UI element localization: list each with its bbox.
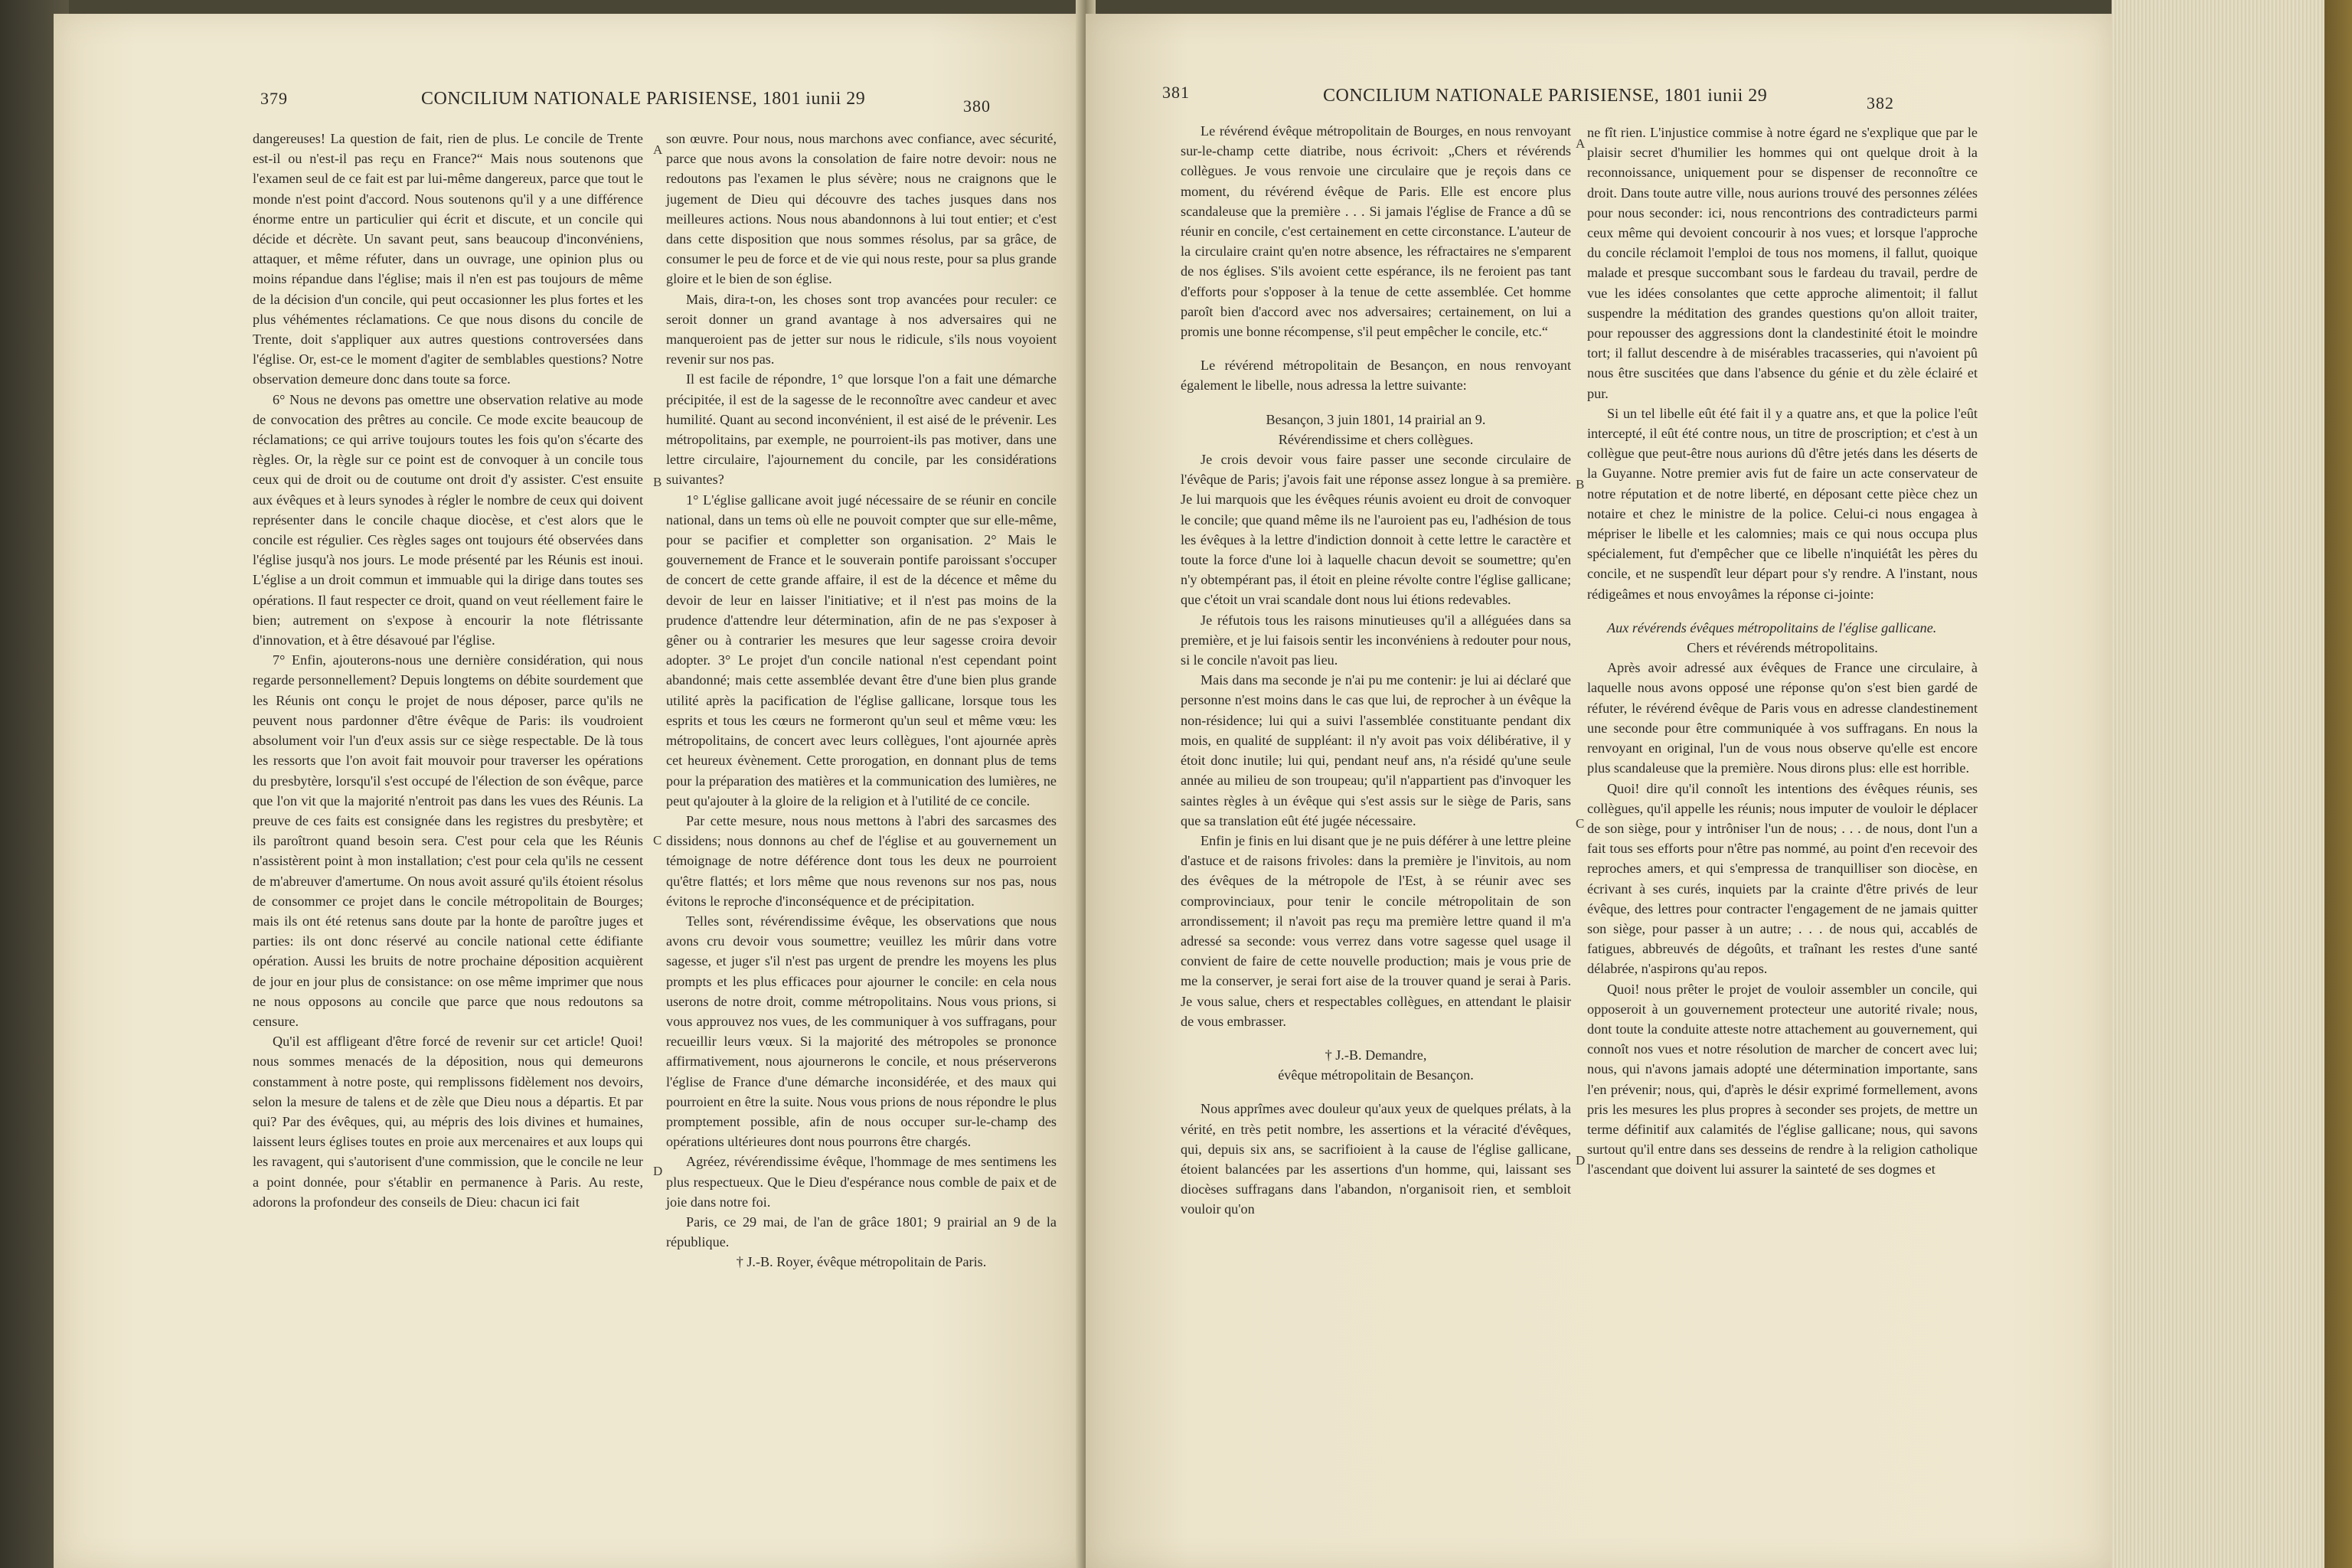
book-cover [2324, 0, 2352, 1568]
page-block-edge [2112, 0, 2352, 1568]
margin-marker: B [1576, 477, 1585, 492]
text-column [1181, 121, 1571, 1545]
paragraph: Quoi! dire qu'il connoît les intentions des évêques réunis, ses collègues, qu'il appelle les réunis; nous imputer de vouloir le déplacer de son siège, pour y intrôniser l'un de nous; . . . de nous, dont l'un a fait tous ses efforts pour n'être pas nommé, au point d'en recevoir des reproches amers, et qui s'empressa de tranquilliser son diocèse, en écrivant à ses curés, inquiets par la crainte d'être privés de leur évêque, des lettres pour contracter l'engagement de ne jamais quitter son siège, pour passer à un autre; . . . de nous qui, accablés de fatigues, abbreuvés de dégoûts, et traînant les restes d'une santé délabrée, n'aspirons qu'au repos. [1587, 780, 1978, 977]
paragraph: † J.-B. Royer, évêque métropolitain de Paris. [736, 1254, 987, 1270]
paragraph: Chers et révérends métropolitains. [1687, 640, 1878, 656]
paragraph: Il est facile de répondre, 1° que lorsque l'on a fait une démarche précipitée, il est de la sagesse de le reconnoître avec candeur et avec humilité. Quant au second inconvénient, il est aisé de le prévenir. Les métropolitains, par exemple, ne pourroient-ils pas motiver, dans une lettre circulaire, l'ajournement du concile, par les considérations suivantes? [666, 371, 1057, 488]
left-page [54, 14, 1083, 1568]
paragraph: Le révérend métropolitain de Besançon, en nous renvoyant également le libelle, nous adressa la lettre suivante: [1181, 358, 1571, 394]
text-column [666, 129, 1057, 1553]
page-number: 380 [963, 96, 991, 116]
paragraph: † J.-B. Demandre, [1325, 1047, 1427, 1063]
paragraph: Mais dans ma seconde je n'ai pu me contenir: je lui ai déclaré que personne n'est moins dans le cas que lui, de reprocher à un évêque la non-résidence; lui qui a suivi l'assemblée constituante pendant dix mois, en qualité de suppléant: il n'y avoit pas voix délibérative, il y étoit donc inutile; lui qui, pendant neuf ans, n'a résidé qu'une seule année au milieu de son troupeau; qu'il n'appartient pas d'invoquer les saintes règles à un évêque qui s'est assis sur le siège de Paris, sans que sa translation eût été jugée nécessaire. [1181, 672, 1571, 828]
paragraph: Paris, ce 29 mai, de l'an de grâce 1801; 9 prairial an 9 de la république. [666, 1214, 1057, 1250]
running-title: CONCILIUM NATIONALE PARISIENSE, 1801 iunii 29 [1323, 86, 1768, 106]
paragraph: Révérendissime et chers collègues. [1278, 431, 1474, 447]
page-number: 382 [1867, 93, 1894, 113]
paragraph: 1° L'église gallicane avoit jugé nécessaire de se réunir en concile national, dans un tems où elle ne pouvoit compter que sur elle-même, pour se pacifier et completter son organisation. 2° Mais le gouvernement de France et le souverain pontife paroissant s'occuper de concert de cette grande affaire, il est de la décence et même du devoir de leur en laisser l'initiative; et il n'est pas moins de la prudence d'attendre leur détermination, afin de ne pas s'exposer à gêner ou à contrarier les mesures que leur sagesse croira devoir adopter. 3° Le projet d'un concile national n'est cependant point abandonné; mais cette assemblée devant être d'une bien plus grande utilité après la pacification de l'église gallicane, lorsque tous les esprits et tous les cœurs ne formeront qu'un seul et même vœu: les métropolitains, de concert avec leurs collègues, l'ont ajournée après cet heureux évènement. Cette prorogation, en donnant plus de tems pour la préparation des matières et la communication des lumières, ne peut qu'ajouter à la gloire de la religion et à l'utilité de ce concile. [666, 492, 1057, 808]
paragraph: Agréez, révérendissime évêque, l'hommage de mes sentimens les plus respectueux. Que le Dieu d'espérance nous comble de paix et de joie dans notre foi. [666, 1154, 1057, 1210]
paragraph: Quoi! nous prêter le projet de vouloir assembler un concile, qui opposeroit à un gouvernement protecteur une autorité rivale; nous, dont toute la conduite atteste notre attachement au gouvernement, qui connoît nos vues et notre résolution de marcher de concert avec lui; nous, qui n'avons jamais adopté une détermination importante, sans l'en prévenir; nous, qui, d'après le désir exprimé formellement, avons pris les mesures les plus propres à seconder ses projets, de mettre un terme définitif aux calamités de l'église gallicane; nous, qui savons surtout qu'il entre dans ses desseins de rendre à la religion catholique l'ascendant que doivent lui assurer la sainteté de ses dogmes et [1587, 981, 1978, 1178]
paragraph: Je crois devoir vous faire passer une seconde circulaire de l'évêque de Paris; j'avois fait une réponse assez longue à sa première. Je lui marquois que les évêques réunis avoient eu droit de convoquer le concile; que quand même ils ne l'auroient pas eu, l'adhésion de tous les évêques à la lettre d'indiction donnoit à cette lettre le caractère et toute la force d'une loi à laquelle chacun devoit se soumettre; qu'en n'y obtempérant pas, il étoit en pleine révolte contre l'église gallicane; que c'étoit un vrai scandale dont nous lui étions redevables. [1181, 452, 1571, 608]
paragraph: ne fît rien. L'injustice commise à notre égard ne s'explique que par le plaisir secret d'humilier les hommes qui ont quelque droit à la reconnoissance, uniquement pour se dispenser de reconnoître ce droit. Dans toute autre ville, nous aurions trouvé des personnes zélées pour nous seconder: ici, nous rencontrions des contradicteurs parmi ceux même qui devoient concourir à nos vues; et lorsque l'approche du concile réclamoit l'emploi de tous nos momens, il fallut, quoique malade et presque succombant sous le fardeau du travail, perdre de vue les idées consolantes que cette approche alimentoit; il fallut suspendre la méditation des grandes questions qu'on alloit traiter, pour repousser des aggressions dont la clandestinité étoit le moindre tort; il fallut descendre à de misérables tracasseries, qui n'avoient pû nous être suscitées que dans l'absence du génie et du zèle éclairé et pur. [1587, 125, 1978, 401]
paragraph: Mais, dira-t-on, les choses sont trop avancées pour reculer: ce seroit donner un grand avantage à nos adversaires qui ne manqueroient pas de jetter sur nous le ridicule, s'ils nous voyoient revenir sur nos pas. [666, 291, 1057, 368]
paragraph: Nous apprîmes avec douleur qu'aux yeux de quelques prélats, à la vérité, en très petit nombre, les assertions et la véracité d'évêques, qui, depuis six ans, se sacrifioient à la cause de l'église gallicane, étoient balancées par les assertions d'un homme, qui, laissant ses diocèses suffragans dans l'abandon, n'organisoit rien, et sembloit vouloir qu'on [1181, 1101, 1571, 1217]
paragraph: évêque métropolitain de Besançon. [1278, 1067, 1474, 1083]
paragraph: 6° Nous ne devons pas omettre une observation relative au mode de convocation des prêtres au concile. Ce mode excite beaucoup de réclamations; ce qui arrive toujours toutes les fois qu'on s'écarte des règles. Or, la règle sur ce point est de convoquer à un concile tous ceux qui de droit ou de coutume ont droit d'y assister. C'est ensuite aux évêques et à leurs synodes à régler le nombre de ceux qui doivent représenter dans le concile chaque diocèse, et c'est alors que le concile est régulier. Ces règles sages ont toujours été observées dans l'église jusqu'à nos jours. Le mode présenté par les Réunis est inoui. L'église a un droit commun et immuable qui la dirige dans toutes ses opérations. Il faut respecter ce droit, quand on veut réellement faire le bien; autrement on s'expose à encourir la note flétrissante d'innovation, et à être désavoué par l'église. [253, 391, 643, 648]
paragraph: son œuvre. Pour nous, nous marchons avec confiance, avec sécurité, parce que nous avons la consolation de faire notre devoir: nous ne redoutons pas l'examen le plus sévère; nous ne craignons que le jugement de Dieu qui découvre des taches jusques dans nos meilleures actions. Nous nous abandonnons à lui tout entier; et c'est dans cette disposition que nous sommes résolus, par sa grâce, de consumer le peu de force et de vie qui nous reste, pour sa plus grande gloire et le bien de son église. [666, 131, 1057, 287]
page-number: 379 [260, 89, 288, 108]
margin-marker: D [1576, 1153, 1586, 1168]
paragraph: Besançon, 3 juin 1801, 14 prairial an 9. [1266, 411, 1486, 427]
margin-marker: A [653, 142, 663, 157]
text-column [253, 129, 643, 1553]
paragraph: Je réfutois tous les raisons minutieuses qu'il a alléguées dans sa première, et je lui faisois sentir les inconvéniens à redouter pour nous, si le concile n'avoit pas lieu. [1181, 612, 1571, 668]
paragraph: Enfin je finis en lui disant que je ne puis déférer à une lettre pleine d'astuce et de raisons frivoles: dans la première je l'invitois, au nom des évêques de la métropole de l'Est, à se réunir avec ses comprovinciaux, pour tenir le concile métropolitain de son arrondissement; il n'avoit pas reçu ma première lettre quand il m'a adressé sa seconde: vous verrez dans votre sagesse quel usage il convient de faire de cette nouvelle production; mais je vous prie de me la conserver, je serai fort aise de la trouver quand je serai à Paris. Je vous salue, chers et respectables collègues, en attendant le plaisir de vous embrasser. [1181, 832, 1571, 1029]
margin-marker: A [1576, 136, 1586, 151]
running-title: CONCILIUM NATIONALE PARISIENSE, 1801 iunii 29 [421, 89, 866, 109]
right-page [1086, 14, 2112, 1568]
paragraph: Aux révérends évêques métropolitains de l'église gallicane. [1607, 619, 1937, 635]
paragraph: Après avoir adressé aux évêques de France une circulaire, à laquelle nous avons opposé une réponse qu'on s'est bien gardé de réfuter, le révérend évêque de Paris vous en adresse clandestinement une seconde pour être communiquée à vos suffragans. En nous la renvoyant en original, l'un de vous nous observe qu'elle est encore plus scandaleuse que la première. Nous dirons plus: elle est horrible. [1587, 660, 1978, 776]
paragraph: Qu'il est affligeant d'être forcé de revenir sur cet article! Quoi! nous sommes menacés de la déposition, nous qui demeurons constamment à notre poste, qui remplissons fidèlement nos devoirs, selon la mesure de talens et de zèle que Dieu nous a départis. Et par qui? Par des évêques, qui, au mépris des lois divines et humaines, laissent leurs églises toutes en proie aux mercenaires et aux loups qui les ravagent, qui s'autorisent d'une commission, que le concile ne leur a point donnée, pour s'établir en permanence à Paris. Au reste, adorons la profondeur des conseils de Dieu: chacun ici fait [253, 1034, 643, 1210]
paragraph: Si un tel libelle eût été fait il y a quatre ans, et que la police l'eût intercepté, il eût été contre nous, un titre de proscription; et c'est à un collègue que peut-être nous aurions dû d'être jetés dans les déserts de la Guyanne. Notre premier avis fut de faire un acte conservateur de notre réputation et de notre liberté, en déposant cette pièce chez un notaire et chez le ministre de la police. Celui-ci nous engagea à mépriser le libelle et les calomnies; mais ce qui nous occupa plus spécialement, fut d'empêcher que ce libelle n'inquiétât les pères du concile, et ne suspendît leur départ pour s'y rendre. A l'instant, nous rédigeâmes et nous envoyâmes la réponse ci-jointe: [1587, 405, 1978, 602]
paragraph: 7° Enfin, ajouterons-nous une dernière considération, qui nous regarde personnellement? Depuis longtems on débite sourdement que les Réunis ont conçu le projet de nous déposer, parce qu'ils ne peuvent nous pardonner d'être évêque de Paris: ils voudroient absolument voir l'un d'eux assis sur ce siège respectable. De là tous les ressorts que l'on avoit fait mouvoir pour traverser les opérations du presbytère, lorsqu'il s'est occupé de l'élection de son évêque, parce que l'on vit que la majorité n'entroit pas dans les vues des Réunis. La preuve de ces faits est consignée dans les registres du presbytère; et ils paroîtront quand besoin sera. C'est pour cela que les Réunis n'assistèrent point à mon installation; c'est pour cela qu'ils ne cessent de m'abreuver d'amertume. On nous avoit assuré qu'ils étoient résolus de consommer ce projet dans le concile métropolitain de Bourges; mais ils ont été retenus sans doute par la honte de paroître juges et parties: ils ont donc réservé au concile national cette édifiante opération. Aussi les bruits de notre prochaine déposition acquièrent de jour en jour plus de consistance: on ose même imprimer que nous ne nous opposons au concile que parce que nous redoutons sa censure. [253, 652, 643, 1029]
paragraph: Par cette mesure, nous nous mettons à l'abri des sarcasmes des dissidens; nous donnons au chef de l'église et au gouvernement un témoignage de notre déférence dont tous les deux ne pourroient qu'être flattés; et lors même que nous revenons sur nos pas, nous évitons le reproche d'inconséquence et de précipitation. [666, 812, 1057, 909]
margin-marker: C [653, 833, 662, 848]
margin-marker: B [653, 475, 662, 489]
text-column [1587, 122, 1978, 1547]
paragraph: Telles sont, révérendissime évêque, les observations que nous avons cru devoir vous soumettre; veuillez les mûrir dans votre sagesse, et juger s'il n'est pas urgent de prendre les moyens les plus prompts et les plus efficaces pour ajourner le concile: en cela nous userons de notre droit, comme métropolitains. Nous vous prions, si vous approuvez nos vues, de les communiquer à vos suffragans, pour recueillir leurs vœux. Si la majorité des métropoles se prononce affirmativement, nous ajournerons le concile, et nous préserverons l'église de France d'une démarche inconsidérée, et des maux qui pourroient en être la suite. Nous vous prions de nous répondre le plus promptement possible, afin de nous occuper sur-le-champ des opérations ultérieures dont nous pourrons être chargés. [666, 913, 1057, 1150]
margin-marker: C [1576, 816, 1585, 831]
margin-marker: D [653, 1164, 663, 1178]
page-number: 381 [1162, 83, 1190, 102]
paragraph: dangereuses! La question de fait, rien de plus. Le concile de Trente est-il ou n'est-il pas reçu en France?“ Mais nous soutenons que l'examen seul de ce fait est par lui-même dangereux, parce que tout le monde n'est point d'accord. Nous soutenons qu'il y a une différence énorme entre un particulier qui écrit et discute, et un concile qui décide et décrète. Un savant peut, sans beaucoup d'inconvéniens, attaquer, et même réfuter, dans un ouvrage, une opinion plus ou moins répandue dans l'église; mais il n'en est pas toujours de même de la décision d'un concile, qui peut occasionner les plus fortes et les plus véhémentes réclamations. Ce que nous disons du concile de Trente, doit s'appliquer aux autres questions controversées dans l'église. Or, est-ce le moment d'agiter de semblables questions? Notre observation demeure donc dans toute sa force. [253, 131, 643, 387]
paragraph: Le révérend évêque métropolitain de Bourges, en nous renvoyant sur-le-champ cette diatribe, nous écrivoit: „Chers et révérends collègues. Je vous renvoie une circulaire que je reçois dans ce moment, du révérend évêque de Paris. Elle est encore plus scandaleuse que la première . . . Si jamais l'église de France a dû se réunir en concile, c'est certainement en cette circonstance. L'auteur de la circulaire craint qu'en notre absence, les réfractaires ne s'emparent de nos églises. S'ils avoient cette espérance, ils ne feroient pas tant d'efforts pour s'opposer à la tenue de cette assemblée. Cet homme paroît bien d'accord avec nos adversaires; certainement, on lui a promis une bonne récompense, s'il peut empêcher le concile, etc.“ [1181, 123, 1571, 340]
